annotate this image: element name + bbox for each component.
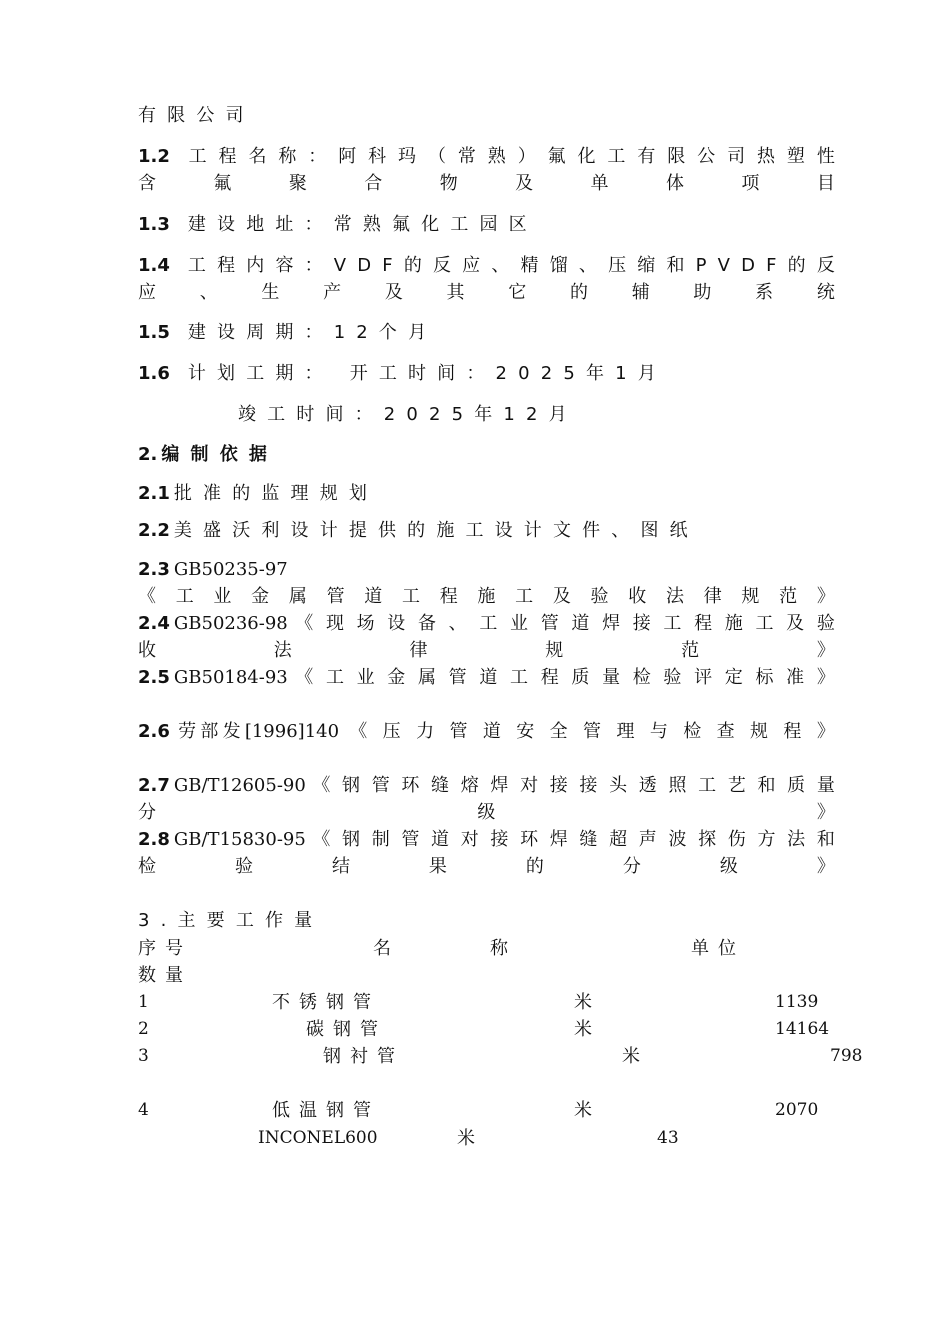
item-text: 《压力管道安全管理与检查规程》 xyxy=(345,721,846,742)
item-text: 批准的监理规划 xyxy=(173,483,379,504)
item-text: 《工业金属管道工程质量检验评定标准》 xyxy=(293,667,846,688)
item-text: 《现场设备、工业管道焊接工程施工及验收法律规范》 xyxy=(138,613,846,661)
schedule-start: 开工时间：2025年1月 xyxy=(349,363,667,384)
item-number: 2.4 xyxy=(138,613,170,634)
basis-heading xyxy=(138,441,846,468)
section-number: 1.6 xyxy=(138,363,170,384)
row-seq: 2 xyxy=(138,1019,149,1039)
project-name xyxy=(138,143,846,197)
basis-item xyxy=(138,772,846,826)
section-number: 1.2 xyxy=(138,146,170,167)
row-name: 碳钢管 xyxy=(306,1019,387,1040)
row-qty: 798 xyxy=(830,1046,863,1066)
standard-code: GB/T12605-90 xyxy=(173,775,306,796)
item-number: 2.5 xyxy=(138,667,170,688)
basis-item xyxy=(138,556,846,610)
project-address-text: 建设地址：常熟氟化工园区 xyxy=(187,214,538,235)
row-name: 不锈钢管 xyxy=(272,992,380,1013)
row-unit: 米 xyxy=(457,1128,484,1149)
header-seq: 序号 xyxy=(138,938,192,959)
row-qty: 2070 xyxy=(775,1100,819,1120)
project-content-text: 工程内容：VDF的反应、精馏、压缩和PVDF的反应、生产及其它的辅助系统 xyxy=(138,255,846,303)
row-qty: 1139 xyxy=(775,992,819,1012)
header-name-b: 称 xyxy=(490,938,517,959)
header-unit: 单位 xyxy=(691,938,745,959)
basis-heading-text: 编制依据 xyxy=(161,444,279,465)
header-name-a: 名 xyxy=(373,938,400,959)
item-number: 2.7 xyxy=(138,775,170,796)
section-number: 1.3 xyxy=(138,214,170,235)
standard-code: GB50235-97 xyxy=(173,559,288,580)
item-number: 2.6 xyxy=(138,721,170,742)
basis-item xyxy=(138,718,846,745)
section-number: 1.5 xyxy=(138,322,170,343)
row-qty: 14164 xyxy=(775,1019,830,1039)
project-period xyxy=(138,319,846,346)
row-qty: 43 xyxy=(657,1128,679,1148)
item-text: 《钢管环缝熔焊对接接头透照工艺和质量分级》 xyxy=(138,775,846,823)
project-name-text: 工程名称：阿科玛（常熟）氟化工有限公司热塑性含氟聚合物及单体项目 xyxy=(138,146,846,194)
item-text: 美盛沃利设计提供的施工设计文件、图纸 xyxy=(173,520,699,541)
item-text: 《钢制管道对接环焊缝超声波探伤方法和检验结果的分级》 xyxy=(138,829,846,877)
row-unit: 米 xyxy=(574,992,601,1013)
workload-heading: 3.主要工作量 xyxy=(138,910,324,931)
standard-code: GB/T15830-95 xyxy=(173,829,306,850)
item-text: 《工业金属管道工程施工及验收法律规范》 xyxy=(138,586,846,607)
intro-line: 有限公司 xyxy=(138,105,255,126)
row-seq: 4 xyxy=(138,1100,149,1120)
project-schedule xyxy=(138,360,846,387)
standard-code: GB50236-98 xyxy=(173,613,288,634)
standard-code: GB50184-93 xyxy=(173,667,288,688)
item-number: 2.2 xyxy=(138,520,170,541)
project-content xyxy=(138,252,846,306)
row-seq: 3 xyxy=(138,1046,149,1066)
section-number: 2. xyxy=(138,444,158,465)
row-name: INCONEL600 xyxy=(258,1128,378,1148)
basis-item xyxy=(138,826,846,880)
item-number: 2.1 xyxy=(138,483,170,504)
schedule-end: 竣工时间：2025年12月 xyxy=(238,404,578,425)
standard-code: 劳部发[1996]140 xyxy=(173,721,340,742)
project-period-text: 建设周期：12个月 xyxy=(187,322,438,343)
header-qty: 数量 xyxy=(138,965,192,986)
row-unit: 米 xyxy=(574,1100,601,1121)
row-seq: 1 xyxy=(138,992,149,1012)
row-unit: 米 xyxy=(622,1046,649,1067)
project-address xyxy=(138,211,846,238)
basis-item xyxy=(138,517,846,544)
schedule-label: 计划工期： xyxy=(187,363,334,384)
item-number: 2.3 xyxy=(138,559,170,580)
row-unit: 米 xyxy=(574,1019,601,1040)
row-name: 钢衬管 xyxy=(323,1046,404,1067)
basis-item xyxy=(138,664,846,691)
item-number: 2.8 xyxy=(138,829,170,850)
row-name: 低温钢管 xyxy=(272,1100,380,1121)
section-number: 1.4 xyxy=(138,255,170,276)
basis-item xyxy=(138,610,846,664)
basis-item xyxy=(138,480,846,507)
